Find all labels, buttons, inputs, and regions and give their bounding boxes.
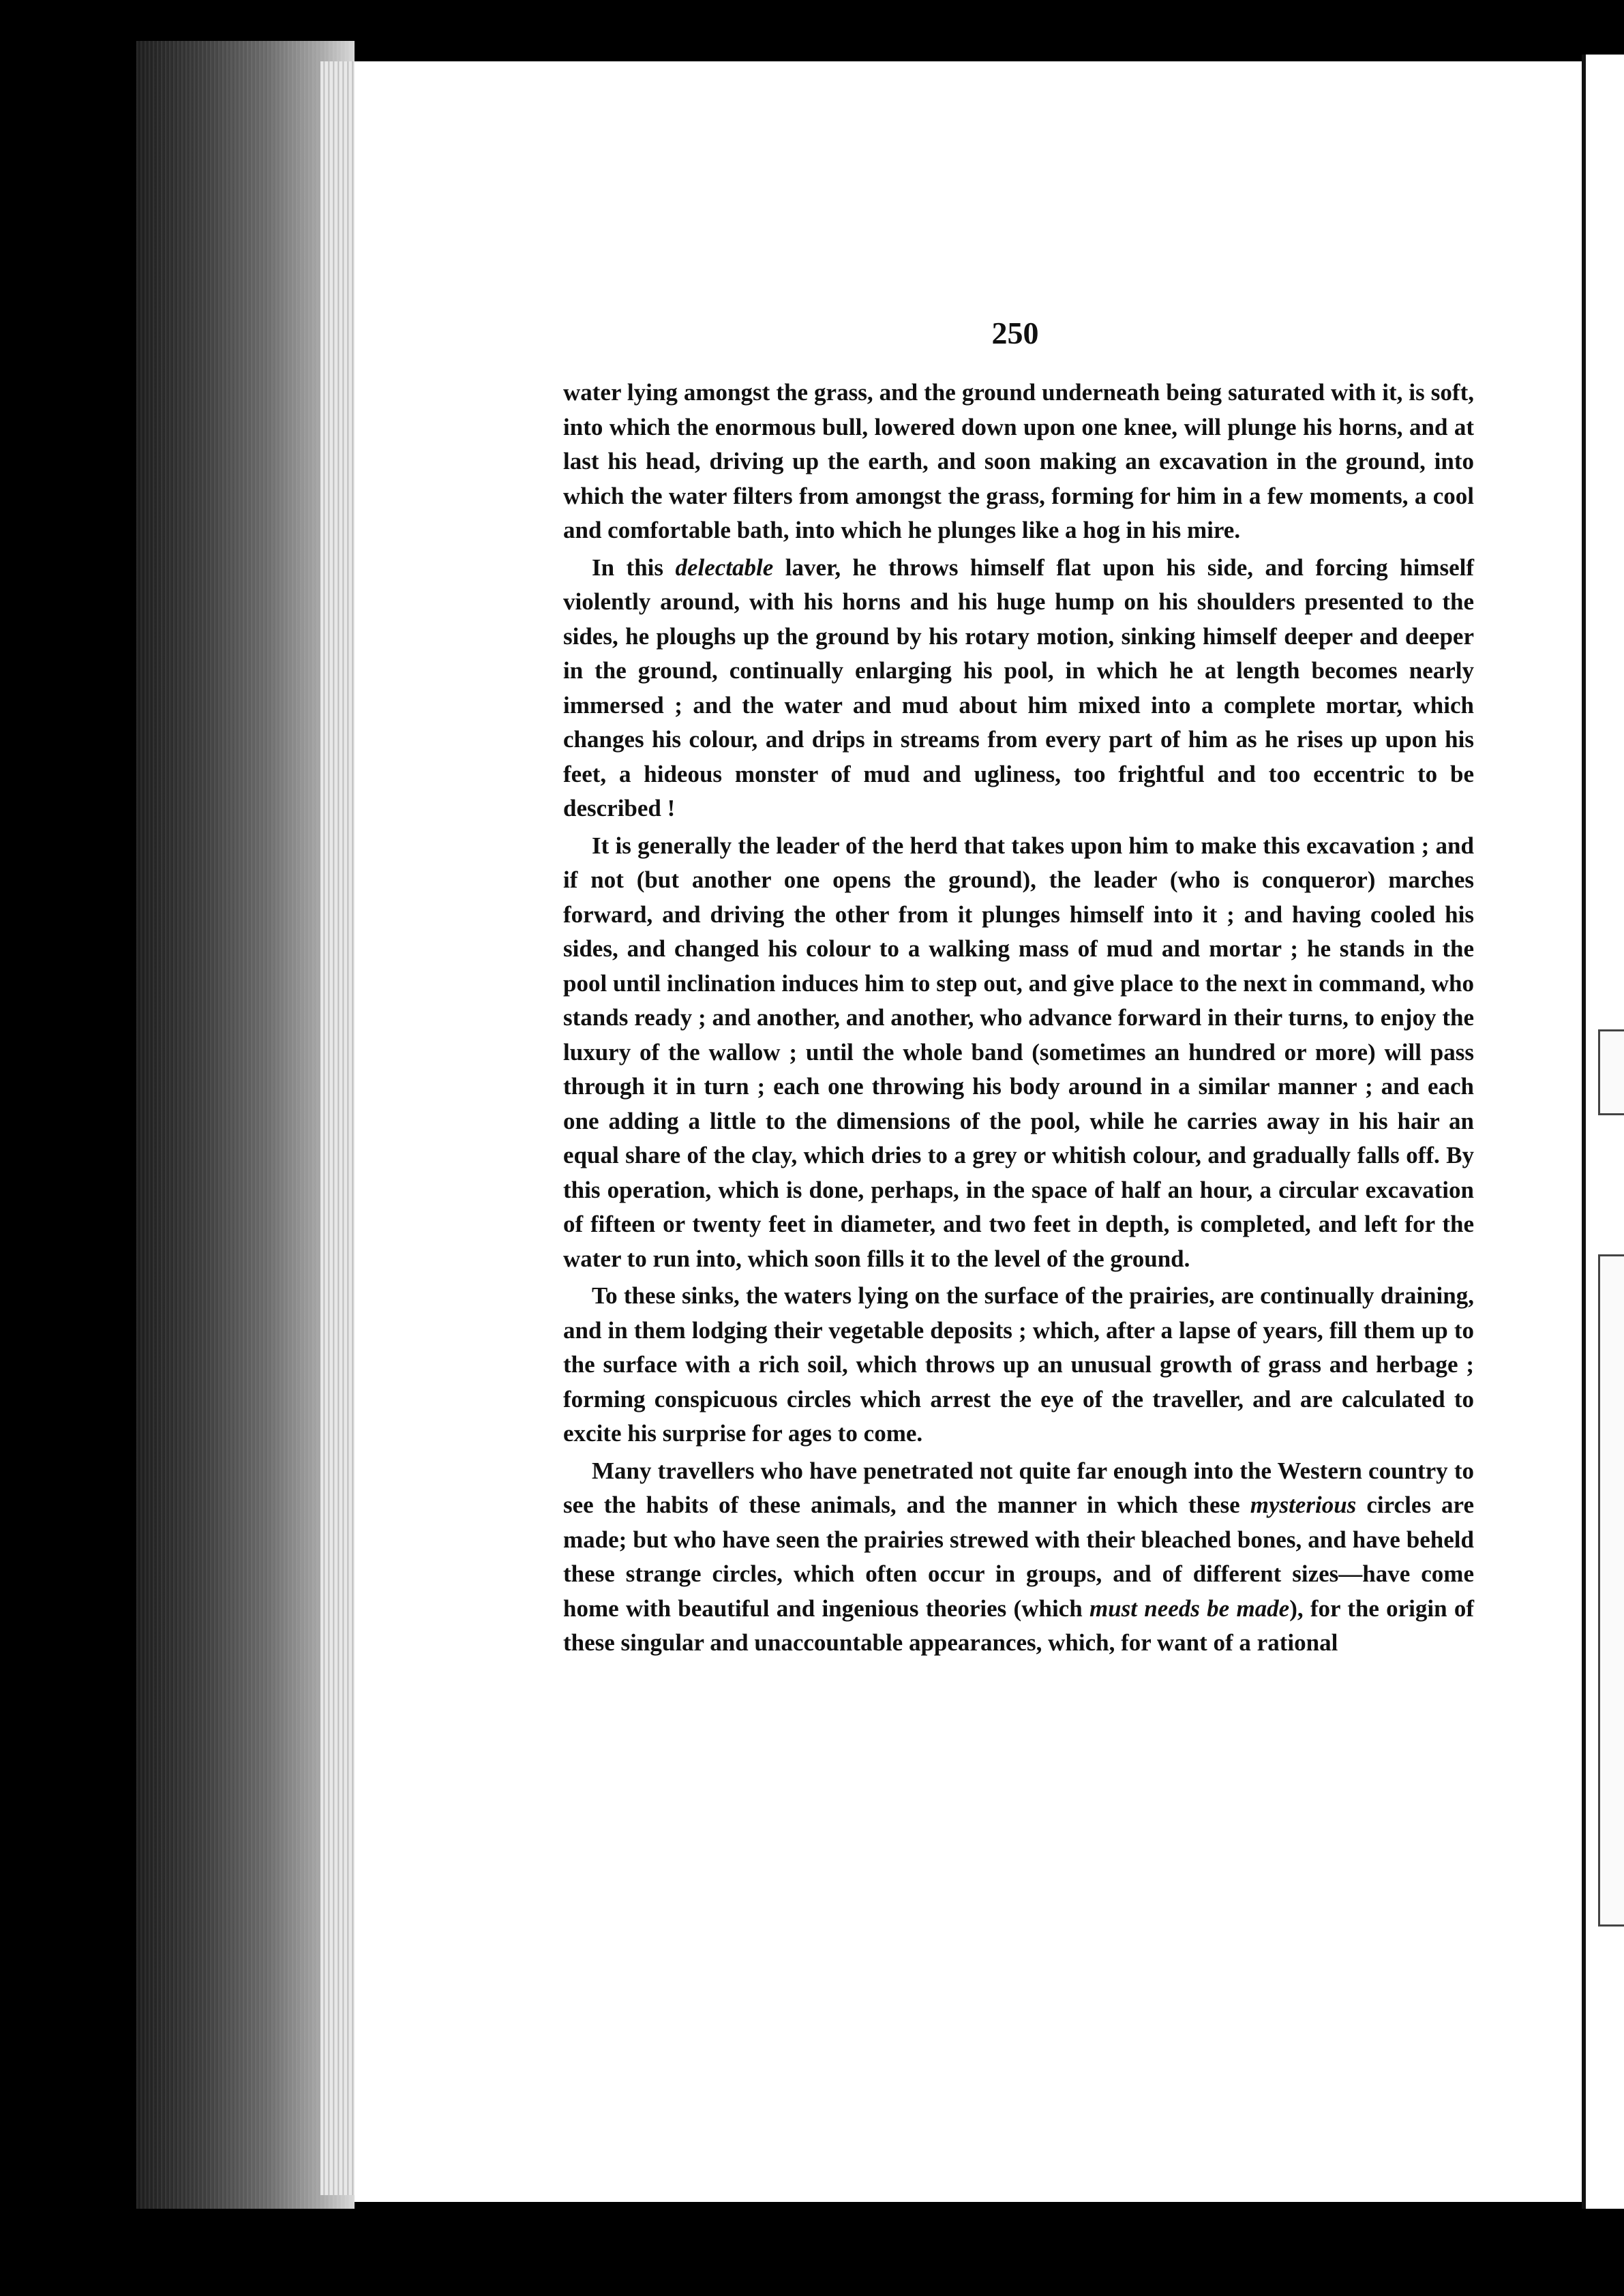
paragraph-text: water lying amongst the grass, and the ground underneath being saturated with it, is soft, into which the enormous bull, lowered down upon one knee, will plunge his horns, and at last his head, driving up the earth, and soon making an excavation in the ground, into which the water filters from amongst the grass, forming for him in a few moments, a cool and comfortable bath, into which he plunges like a hog in his mire. [563,379,1474,543]
scan-bottom-band [0,2209,1624,2296]
italic-phrase: must needs be made [1089,1595,1290,1622]
paragraph-text: In this [592,554,676,581]
next-page-edge [1582,55,1624,2209]
page-edge-lines [320,61,355,2195]
paragraph-5 [563,1454,1474,1661]
edge-notch [1598,1254,1624,1927]
paragraph-text: It is generally the leader of the herd that takes upon him to make this excavation ; and if not (but another one opens the ground), the leader (who is conqueror) marches forward, and driving the other from it plunges himself into it ; and having cooled his sides, and changed his colour to a walking mass of mud and mortar ; he stands in the pool until inclination induces him to step out, and give place to the next in command, who stands ready ; and another, and another, who advance forward in their turns, to enjoy the luxury of the wallow ; until the whole band (sometimes an hundred or more) will pass through it in turn ; each one throwing his body around in a similar manner ; and each one adding a little to the dimensions of the pool, while he carries away in his hair an equal share of the clay, which dries to a grey or whitish colour, and gradually falls off. By this operation, which is done, perhaps, in the space of half an hour, a circular excavation of fifteen or twenty feet in diameter, and two feet in depth, is completed, and left for the water to run into, which soon fills it to the level of the ground. [563,832,1474,1272]
paragraph-text: Many travellers who have penetrated not quite far enough into the Western country to see the habits of these animals, and the manner in which these [563,1457,1474,1518]
italic-word: delectable [675,554,774,581]
paragraph-text: circles are made; but who have seen the prairies strewed with their bleached bones, and have beheld these strange circles, which often occur in groups, and of different sizes—have come home with beautiful and ingenious theories (which [563,1492,1474,1622]
paragraph-text: laver, he throws himself flat upon his side, and forcing himself violently around, with his horns and his huge hump on his shoulders presented to the sides, he ploughs up the ground by his rotary motion, sinking himself deeper and deeper in the ground, continually enlarging his pool, in which he at length becomes nearly immersed ; and the water and mud about him mixed into a complete mortar, which changes his colour, and drips in streams from every part of him as he rises up upon his feet, a hideous monster of mud and ugliness, too frightful and too eccentric to be described ! [563,554,1474,821]
paragraph-1 [563,376,1474,548]
paragraph-text: ), for the origin of these singular and unaccountable appearances, which, for want of a rational [563,1595,1474,1656]
italic-word: mysterious [1250,1492,1357,1518]
paragraph-text: To these sinks, the waters lying on the surface of the prairies, are continually draining, and in them lodging their vegetable deposits ; which, after a lapse of years, fill them up to the surface with a rich soil, which throws up an unusual growth of grass and herbage ; forming conspicuous circles which arrest the eye of the traveller, and are calculated to excite his surprise for ages to come. [563,1282,1474,1447]
page-number: 250 [991,316,1039,350]
paragraph-3 [563,829,1474,1277]
edge-notch [1598,1029,1624,1115]
paragraph-4 [563,1279,1474,1451]
body-text [563,376,1474,1663]
paragraph-2 [563,551,1474,826]
